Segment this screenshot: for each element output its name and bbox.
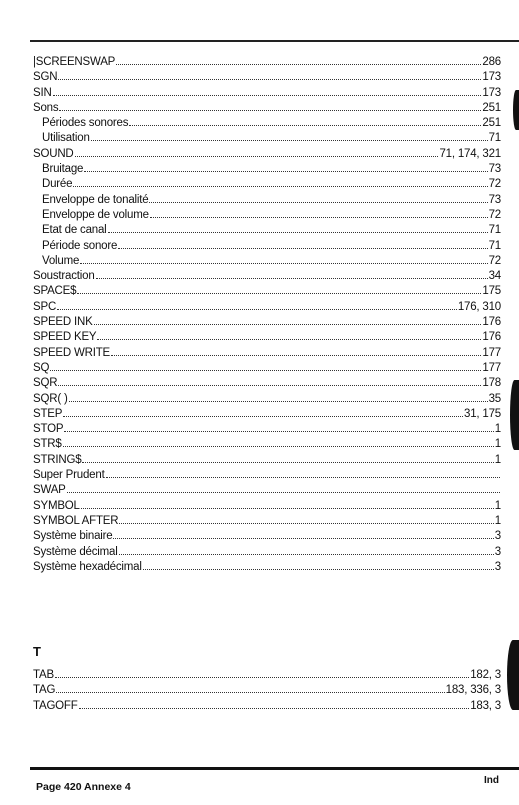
footer-rule — [30, 767, 519, 770]
index-entry — [33, 468, 501, 483]
index-term: Période sonore — [42, 239, 118, 252]
dot-leader — [58, 70, 481, 80]
page-numbers: 251 — [482, 101, 501, 114]
page-numbers: 3 — [494, 545, 501, 558]
page-edge-shadow — [513, 90, 519, 130]
index-term: SQR — [33, 377, 58, 390]
index-term: Système décimal — [33, 545, 118, 558]
dot-leader — [84, 162, 487, 172]
index-entry — [33, 269, 501, 284]
index-term: SPC — [33, 300, 57, 313]
dot-leader — [97, 330, 481, 340]
header-rule — [30, 40, 519, 42]
index-term: SYMBOL AFTER — [33, 514, 119, 527]
index-entry — [33, 101, 501, 116]
dot-leader — [106, 468, 500, 478]
index-subentry — [33, 116, 501, 131]
dot-leader — [116, 55, 481, 65]
index-entry — [33, 683, 501, 698]
index-term: SGN — [33, 71, 58, 84]
page-edge-shadow — [507, 640, 519, 710]
index-entry — [33, 330, 501, 345]
dot-leader — [59, 101, 481, 111]
index-term: Système binaire — [33, 530, 113, 543]
dot-leader — [119, 514, 493, 524]
page-numbers: 71 — [488, 132, 501, 145]
index-term: Soustraction — [33, 270, 95, 283]
index-subentry — [33, 208, 501, 223]
page-numbers: 31, 175 — [464, 407, 501, 420]
page-numbers: 71, 174, 321 — [439, 147, 501, 160]
index-entry — [33, 437, 501, 452]
index-term: SYMBOL — [33, 499, 80, 512]
index-term: Etat de canal — [42, 224, 107, 237]
page-numbers: 1 — [494, 499, 501, 512]
dot-leader — [57, 300, 457, 310]
page-numbers: 177 — [482, 361, 501, 374]
index-term: Périodes sonores — [42, 117, 129, 130]
dot-leader — [55, 668, 469, 678]
index-entry — [33, 499, 501, 514]
page-numbers: 173 — [482, 86, 501, 99]
index-term: Volume — [42, 254, 80, 267]
dot-leader — [119, 545, 494, 555]
index-subentry — [33, 162, 501, 177]
index-entry — [33, 346, 501, 361]
page-numbers: 1 — [494, 438, 501, 451]
page-numbers: 176 — [482, 316, 501, 329]
index-entry — [33, 545, 501, 560]
dot-leader — [79, 699, 470, 709]
index-term: Bruitage — [42, 163, 84, 176]
page-numbers: 286 — [482, 56, 501, 68]
page-numbers: 71 — [488, 224, 501, 237]
index-entry — [33, 560, 501, 575]
index-entry — [33, 529, 501, 544]
page-numbers: 1 — [494, 453, 501, 466]
dot-leader — [50, 361, 481, 371]
index-entry — [33, 86, 501, 101]
dot-leader — [150, 208, 488, 218]
index-entry — [33, 70, 501, 85]
index-entry — [33, 392, 501, 407]
index-term: Enveloppe de volume — [42, 208, 149, 221]
dot-leader — [64, 422, 493, 432]
dot-leader — [94, 315, 482, 325]
index-term: SQR( ) — [33, 392, 68, 405]
index-subentry — [33, 254, 501, 269]
dot-leader — [81, 499, 494, 509]
index-term: SPEED WRITE — [33, 346, 111, 359]
dot-leader — [149, 193, 487, 203]
index-entry — [33, 376, 501, 391]
index-entry — [33, 361, 501, 376]
page-numbers: 72 — [488, 208, 501, 221]
page-numbers: 34 — [488, 270, 501, 283]
index-entry — [33, 668, 501, 683]
page-numbers: 183, 3 — [470, 699, 501, 712]
dot-leader — [129, 116, 481, 126]
index-subentry — [33, 131, 501, 146]
page-numbers: 72 — [488, 178, 501, 191]
index-subentry — [33, 193, 501, 208]
index-term: SPEED INK — [33, 316, 93, 329]
index-entry — [33, 422, 501, 437]
dot-leader — [113, 529, 493, 539]
page-numbers: 3 — [494, 530, 501, 543]
dot-leader — [118, 239, 487, 249]
index-term: |SCREENSWAP — [33, 56, 116, 68]
index-subentry — [33, 223, 501, 238]
dot-leader — [63, 407, 463, 417]
dot-leader — [77, 284, 481, 294]
index-entry — [33, 483, 501, 498]
index-term: TAGOFF — [33, 699, 78, 712]
footer-tab-label: Ind — [484, 775, 499, 786]
page-numbers: 1 — [494, 423, 501, 436]
page-numbers: 73 — [488, 163, 501, 176]
dot-leader — [80, 254, 487, 264]
dot-leader — [58, 376, 481, 386]
index-term: Super Prudent — [33, 469, 105, 482]
index-term: Système hexadécimal — [33, 560, 142, 573]
page-numbers: 71 — [488, 239, 501, 252]
index-list-s — [33, 55, 501, 575]
dot-leader — [69, 392, 488, 402]
dot-leader — [91, 131, 488, 141]
index-term: SPEED KEY — [33, 331, 97, 344]
index-term: SOUND — [33, 147, 74, 160]
index-term: Utilisation — [42, 132, 90, 145]
page-footer: Page 420 Annexe 4 — [36, 781, 131, 793]
page-numbers: 177 — [482, 346, 501, 359]
page-numbers: 3 — [494, 560, 501, 573]
index-term: SQ — [33, 361, 50, 374]
dot-leader — [56, 683, 444, 693]
index-subentry — [33, 239, 501, 254]
index-term: SIN — [33, 86, 52, 99]
index-term: SWAP — [33, 484, 66, 497]
index-term: STRING$ — [33, 453, 82, 466]
index-term: TAB — [33, 669, 54, 681]
index-list-t — [33, 668, 501, 714]
index-entry — [33, 407, 501, 422]
index-term: Durée — [42, 178, 73, 191]
page-numbers: 178 — [482, 377, 501, 390]
dot-leader — [108, 223, 488, 233]
dot-leader — [53, 86, 482, 96]
index-term: STOP — [33, 423, 64, 436]
page-numbers: 73 — [488, 193, 501, 206]
page-numbers: 251 — [482, 117, 501, 130]
page-numbers: 176 — [482, 331, 501, 344]
dot-leader — [75, 147, 439, 157]
dot-leader — [143, 560, 494, 570]
section-letter-t: T — [33, 644, 41, 659]
index-entry — [33, 300, 501, 315]
index-entry — [33, 315, 501, 330]
dot-leader — [73, 177, 487, 187]
dot-leader — [67, 483, 500, 493]
page-numbers: 173 — [482, 71, 501, 84]
index-term: TAG — [33, 684, 56, 697]
index-term: Sons — [33, 101, 59, 114]
page-numbers: 182, 3 — [470, 669, 501, 681]
page-numbers: 175 — [482, 285, 501, 298]
index-entry — [33, 514, 501, 529]
index-term: STEP — [33, 407, 63, 420]
index-subentry — [33, 177, 501, 192]
page-numbers: 72 — [488, 254, 501, 267]
dot-leader — [96, 269, 488, 279]
page-numbers: 35 — [488, 392, 501, 405]
page-edge-shadow — [510, 380, 519, 450]
index-entry — [33, 147, 501, 162]
index-term: Enveloppe de tonalité — [42, 193, 149, 206]
dot-leader — [63, 437, 494, 447]
index-entry — [33, 284, 501, 299]
index-entry — [33, 453, 501, 468]
dot-leader — [111, 346, 481, 356]
page-numbers: 176, 310 — [457, 300, 501, 313]
page-numbers: 183, 336, 3 — [445, 684, 501, 697]
index-term: SPACE$ — [33, 285, 77, 298]
index-term: STR$ — [33, 438, 62, 451]
dot-leader — [82, 453, 493, 463]
index-entry — [33, 699, 501, 714]
index-entry — [33, 55, 501, 70]
page-numbers: 1 — [494, 514, 501, 527]
